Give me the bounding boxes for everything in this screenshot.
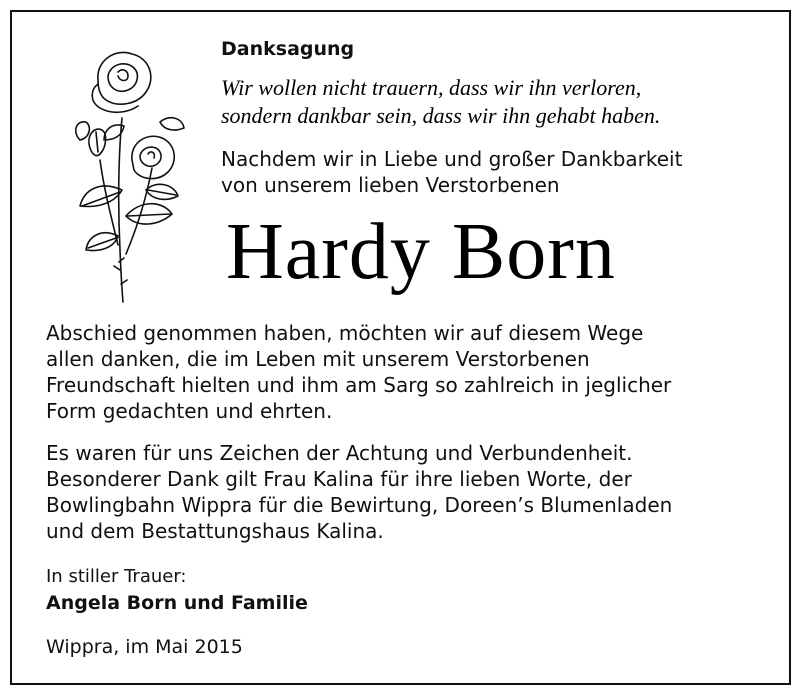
quote-line-1: Wir wollen nicht trauern, dass wir ihn verloren, — [221, 75, 642, 100]
deceased-name: Hardy Born — [226, 208, 616, 296]
paragraph1-line-3: Freundschaft hielten und ihm am Sarg so zahlreich in jeglicher — [46, 373, 672, 397]
paragraph2-line-4: und dem Bestattungshaus Kalina. — [46, 519, 384, 543]
mourning-label: In stiller Trauer: — [46, 566, 187, 587]
intro-line-2: von unserem lieben Verstorbenen — [221, 173, 560, 197]
signatories: Angela Born und Familie — [46, 592, 308, 614]
place-date: Wippra, im Mai 2015 — [46, 636, 243, 658]
paragraph1-line-1: Abschied genommen haben, möchten wir auf diesem Wege — [46, 321, 644, 345]
paragraph1-line-2: allen danken, die im Leben mit unserem Verstorbenen — [46, 347, 590, 371]
obituary-notice — [10, 10, 791, 685]
paragraph2-line-2: Besonderer Dank gilt Frau Kalina für ihre lieben Worte, der — [46, 467, 632, 491]
notice-heading: Danksagung — [221, 38, 355, 60]
paragraph2-line-3: Bowlingbahn Wippra für die Bewirtung, Doreen’s Blumenladen — [46, 493, 673, 517]
paragraph1-line-4: Form gedachten und ehrten. — [46, 399, 333, 423]
intro-line-1: Nachdem wir in Liebe und großer Dankbarkeit — [221, 147, 683, 171]
rose-icon — [60, 40, 190, 310]
quote-line-2: sondern dankbar sein, dass wir ihn gehabt haben. — [221, 103, 661, 128]
paragraph2-line-1: Es waren für uns Zeichen der Achtung und Verbundenheit. — [46, 441, 633, 465]
